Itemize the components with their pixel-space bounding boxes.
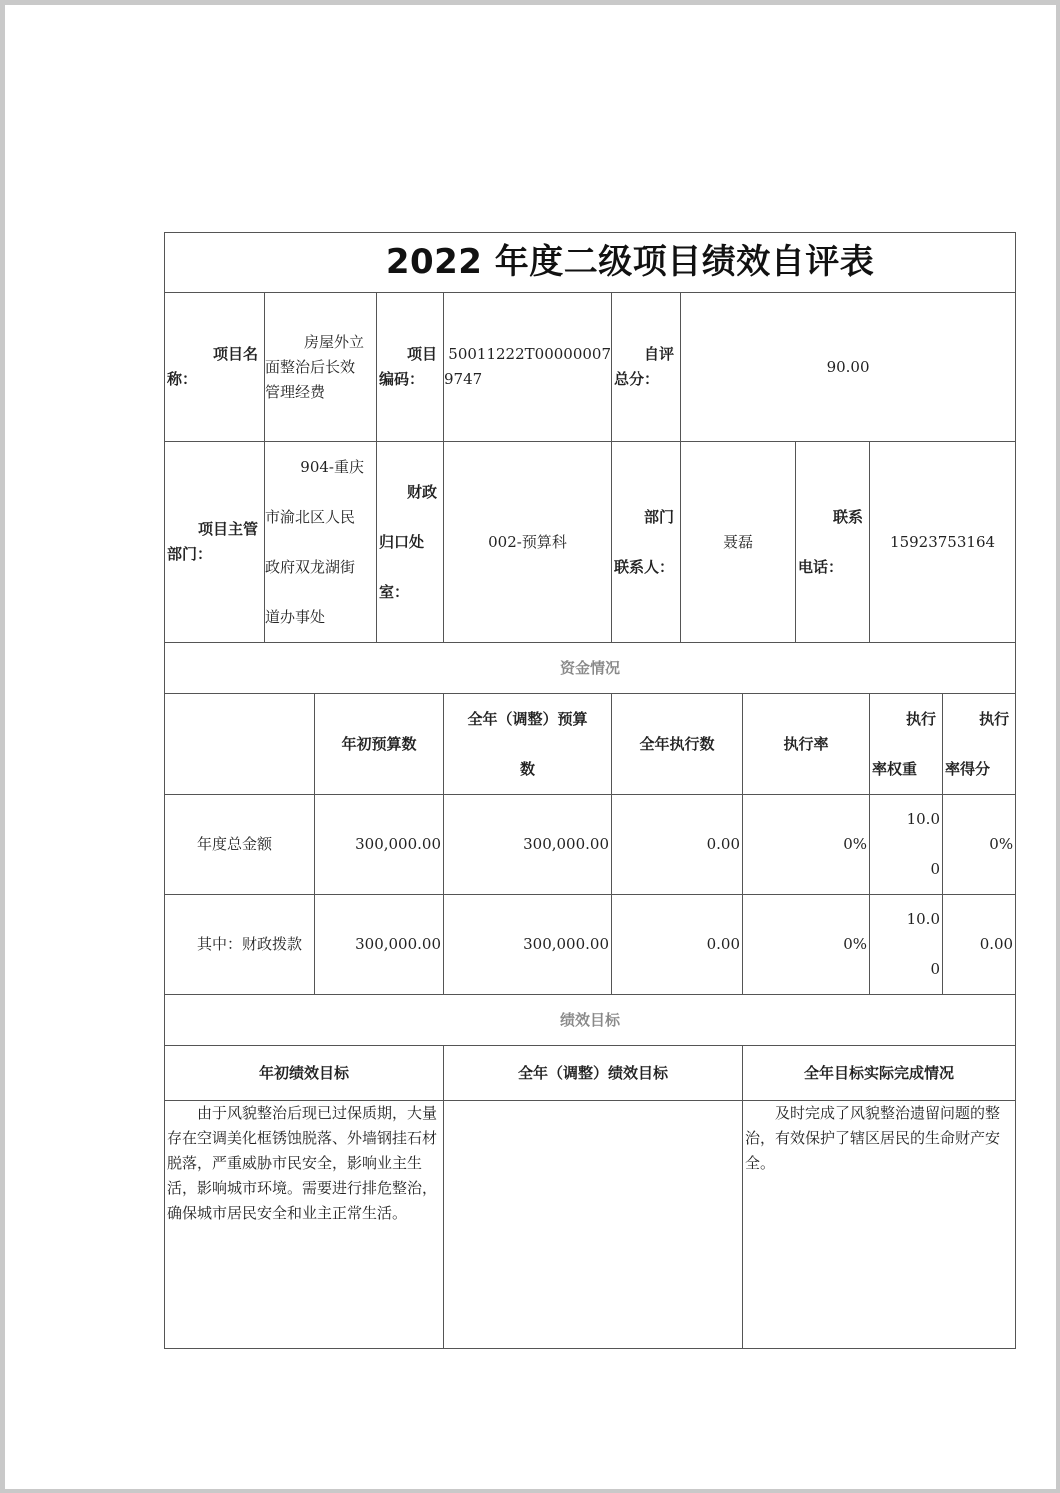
department-value: 904-重庆 市渝北区人民 政府双龙湖街 道办事处 — [265, 442, 377, 643]
goals-header-initial: 年初绩效目标 — [165, 1046, 444, 1101]
finance-office-label: 财政 归口处 室： — [377, 442, 444, 643]
funds-header-adjusted: 全年（调整）预算 数 — [444, 694, 612, 795]
project-code-value: 50011222T00000007 9747 — [444, 293, 612, 442]
actual-result-text: 及时完成了风貌整治遗留问题的整治，有效保护了辖区居民的生命财产安全。 — [743, 1101, 1016, 1349]
funds-header-score: 执行 率得分 — [943, 694, 1016, 795]
department-label: 项目主管 部门： — [165, 442, 265, 643]
weight-cell: 10.0 0 — [870, 895, 943, 995]
goals-section-title: 绩效目标 — [165, 995, 1016, 1046]
score-cell: 0% — [943, 795, 1016, 895]
phone-value: 15923753164 — [870, 442, 1016, 643]
adjusted-goal-text — [444, 1101, 743, 1349]
table-row — [165, 795, 1016, 895]
initial-budget-cell: 300,000.00 — [315, 795, 444, 895]
funds-header-weight: 执行 率权重 — [870, 694, 943, 795]
initial-goal-text: 由于风貌整治后现已过保质期，大量存在空调美化框锈蚀脱落、外墙钢挂石材脱落，严重威胁市民安全，影响业主生活，影响城市环境。需要进行排危整治，确保城市居民安全和业主正常生活。 — [165, 1101, 444, 1349]
self-score-label: 自评 总分： — [612, 293, 681, 442]
adjusted-budget-cell: 300,000.00 — [444, 795, 612, 895]
funds-header-rate: 执行率 — [743, 694, 870, 795]
executed-cell: 0.00 — [612, 895, 743, 995]
goals-header-actual: 全年目标实际完成情况 — [743, 1046, 1016, 1101]
initial-budget-cell: 300,000.00 — [315, 895, 444, 995]
performance-evaluation-table — [164, 232, 1016, 1349]
finance-office-value: 002-预算科 — [444, 442, 612, 643]
weight-cell: 10.0 0 — [870, 795, 943, 895]
contact-person-value: 聂磊 — [681, 442, 796, 643]
row-label: 其中：财政拨款 — [165, 895, 315, 995]
rate-cell: 0% — [743, 895, 870, 995]
contact-person-label: 部门 联系人： — [612, 442, 681, 643]
document-page — [5, 5, 1056, 1489]
funds-section-title: 资金情况 — [165, 643, 1016, 694]
goals-header-adjusted: 全年（调整）绩效目标 — [444, 1046, 743, 1101]
self-score-value: 90.00 — [681, 293, 1016, 442]
score-cell: 0.00 — [943, 895, 1016, 995]
funds-header-initial: 年初预算数 — [315, 694, 444, 795]
page-title: 2022 年度二级项目绩效自评表 — [165, 233, 1016, 293]
funds-header-blank — [165, 694, 315, 795]
project-code-label: 项目 编码： — [377, 293, 444, 442]
funds-header-executed: 全年执行数 — [612, 694, 743, 795]
executed-cell: 0.00 — [612, 795, 743, 895]
adjusted-budget-cell: 300,000.00 — [444, 895, 612, 995]
rate-cell: 0% — [743, 795, 870, 895]
phone-label: 联系 电话： — [796, 442, 870, 643]
project-name-value: 房屋外立 面整治后长效 管理经费 — [265, 293, 377, 442]
table-row — [165, 895, 1016, 995]
row-label: 年度总金额 — [165, 795, 315, 895]
project-name-label: 项目名 称： — [165, 293, 265, 442]
